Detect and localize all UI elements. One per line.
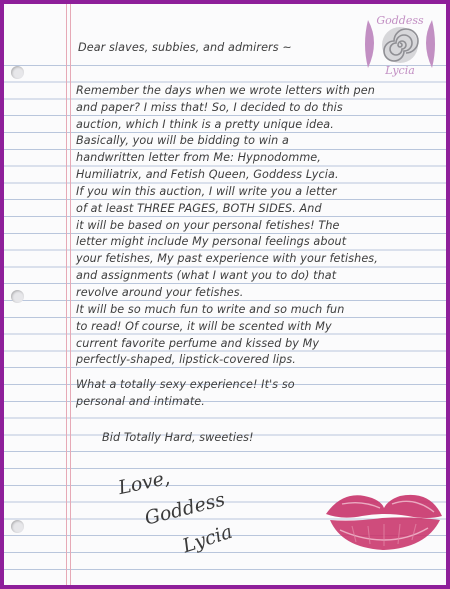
binder-hole-bottom (11, 520, 24, 533)
text-line: your fetishes, My past experience with your fetishes, (76, 252, 378, 266)
text-line: Humiliatrix, and Fetish Queen, Goddess Lycia. (76, 167, 339, 181)
text-line: What a totally sexy experience! It's so (76, 378, 295, 391)
text-line: handwritten letter from Me: Hypnodomme, (76, 151, 321, 165)
signature-love: Love, (116, 466, 172, 500)
logo-text-lycia: Lycia (385, 64, 415, 77)
text-line: of at least THREE PAGES, BOTH SIDES. And (76, 201, 322, 215)
signature-lycia: Lycia (179, 520, 236, 558)
text-line: Remember the days when we wrote letters with pen (76, 84, 375, 97)
signature-goddess: Goddess (142, 488, 228, 530)
text-line: and paper? I miss that! So, I decided to do this (76, 100, 343, 114)
letter-closing-line: Bid Totally Hard, sweeties! (102, 431, 254, 444)
notebook-paper (4, 4, 446, 585)
text-line: perfectly-shaped, lipstick-covered lips. (76, 353, 296, 367)
logo-text-goddess: Goddess (376, 14, 424, 27)
text-line: If you win this auction, I will write you a letter (76, 185, 337, 198)
letter-paragraph-2 (76, 184, 446, 302)
text-line: revolve around your fetishes. (76, 285, 244, 299)
letter-paragraph-1 (76, 83, 446, 184)
text-line: auction, which I think is a pretty unique idea. (76, 117, 334, 131)
text-line: it will be based on your personal fetishes! The (76, 218, 340, 232)
text-line: to read! Of course, it will be scented with My (76, 319, 332, 333)
text-line: and assignments (what I want you to do) that (76, 268, 337, 282)
letter-paragraph-4 (76, 377, 446, 411)
letter-greeting: Dear slaves, subbies, and admirers ~ (78, 41, 292, 54)
text-line: personal and intimate. (76, 394, 205, 408)
lipstick-kiss-mark (322, 482, 446, 554)
text-line: current favorite perfume and kissed by My (76, 336, 320, 350)
binder-hole-top (11, 66, 24, 79)
margin-line-left (66, 4, 67, 585)
binder-hole-middle (11, 290, 24, 303)
text-line: letter might include My personal feelings about (76, 235, 347, 249)
text-line: Basically, you will be bidding to win a (76, 134, 289, 148)
text-line: It will be so much fun to write and so much fun (76, 303, 345, 316)
letter-paragraph-3 (76, 302, 446, 369)
margin-line-right (70, 4, 71, 585)
